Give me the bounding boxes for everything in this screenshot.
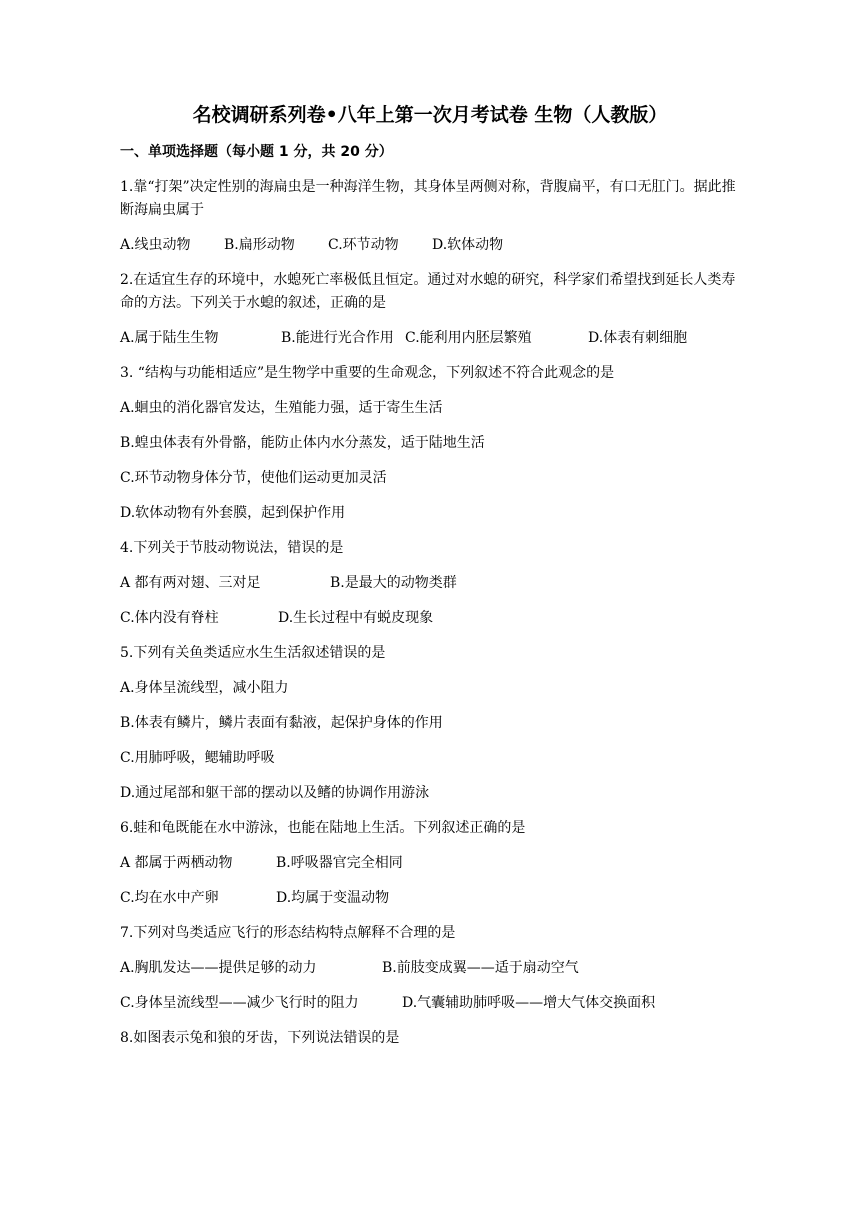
question-6-options-row-1 xyxy=(120,852,745,875)
option-d: D.体表有刺细胞 xyxy=(588,330,688,346)
question-7-stem: 7.下列对鸟类适应飞行的形态结构特点解释不合理的是 xyxy=(120,925,456,941)
section-heading: 一、单项选择题（每小题 1 分，共 20 分） xyxy=(120,144,393,160)
option-a: A.属于陆生生物 xyxy=(120,330,219,346)
option-c: C.体内没有脊柱 xyxy=(120,610,219,626)
option-d: D.均属于变温动物 xyxy=(276,890,390,906)
option-a: A 都有两对翅、三对足 xyxy=(120,575,261,591)
question-4-options-row-1 xyxy=(120,572,745,595)
option-c: C.用肺呼吸，鳃辅助呼吸 xyxy=(120,750,275,766)
option-c: C.环节动物身体分节，使他们运动更加灵活 xyxy=(120,470,387,486)
option-a: A.线虫动物 xyxy=(120,237,191,253)
option-d: D.软体动物有外套膜，起到保护作用 xyxy=(120,505,346,521)
option-a: A 都属于两栖动物 xyxy=(120,855,233,871)
option-b: B.能进行光合作用 xyxy=(281,330,394,346)
option-b: B.呼吸器官完全相同 xyxy=(276,855,403,871)
question-3-stem: 3. “结构与功能相适应”是生物学中重要的生命观念，下列叙述不符合此观念的是 xyxy=(120,365,615,381)
question-1-stem: 1.靠“打架”决定性别的海扁虫是一种海洋生物，其身体呈两侧对称，背腹扁平，有口无肛门。据此推断海扁虫属于 xyxy=(120,179,736,218)
question-7-options-row-2 xyxy=(120,992,745,1015)
option-b: B.前肢变成翼——适于扇动空气 xyxy=(382,960,579,976)
question-list xyxy=(120,176,745,1062)
question-7-options-row-1 xyxy=(120,957,745,980)
option-b: B.扁形动物 xyxy=(224,237,295,253)
option-a: A.胸肌发达——提供足够的动力 xyxy=(120,960,317,976)
question-6-stem: 6.蛙和龟既能在水中游泳，也能在陆地上生活。下列叙述正确的是 xyxy=(120,820,526,836)
question-2-stem: 2.在适宜生存的环境中，水螅死亡率极低且恒定。通过对水螅的研究，科学家们希望找到延长人类寿命的方法。下列关于水螅的叙述，正确的是 xyxy=(120,272,736,311)
option-c: C.环节动物 xyxy=(328,237,399,253)
question-5-stem: 5.下列有关鱼类适应水生生活叙述错误的是 xyxy=(120,645,386,661)
option-c: C.身体呈流线型——减少飞行时的阻力 xyxy=(120,995,359,1011)
option-c: C.能利用内胚层繁殖 xyxy=(405,330,532,346)
option-b: B.体表有鳞片，鳞片表面有黏液，起保护身体的作用 xyxy=(120,715,443,731)
question-8-stem: 8.如图表示兔和狼的牙齿，下列说法错误的是 xyxy=(120,1030,400,1046)
option-a: A.身体呈流线型，减小阻力 xyxy=(120,680,289,696)
document-title: 名校调研系列卷•八年上第一次月考试卷 生物（人教版） xyxy=(192,104,668,126)
question-6-options-row-2 xyxy=(120,887,745,910)
question-4-options-row-2 xyxy=(120,607,745,630)
question-1-options xyxy=(120,234,745,257)
option-c: C.均在水中产卵 xyxy=(120,890,219,906)
option-b: B.蝗虫体表有外骨骼，能防止体内水分蒸发，适于陆地生活 xyxy=(120,435,485,451)
option-d: D.生长过程中有蜕皮现象 xyxy=(278,610,434,626)
question-2-options xyxy=(120,327,745,350)
question-4-stem: 4.下列关于节肢动物说法，错误的是 xyxy=(120,540,344,556)
option-b: B.是最大的动物类群 xyxy=(330,575,457,591)
option-a: A.蛔虫的消化器官发达，生殖能力强，适于寄生生活 xyxy=(120,400,443,416)
option-d: D.气囊辅助肺呼吸——增大气体交换面积 xyxy=(402,995,656,1011)
option-d: D.软体动物 xyxy=(432,237,504,253)
option-d: D.通过尾部和躯干部的摆动以及鳍的协调作用游泳 xyxy=(120,785,430,801)
